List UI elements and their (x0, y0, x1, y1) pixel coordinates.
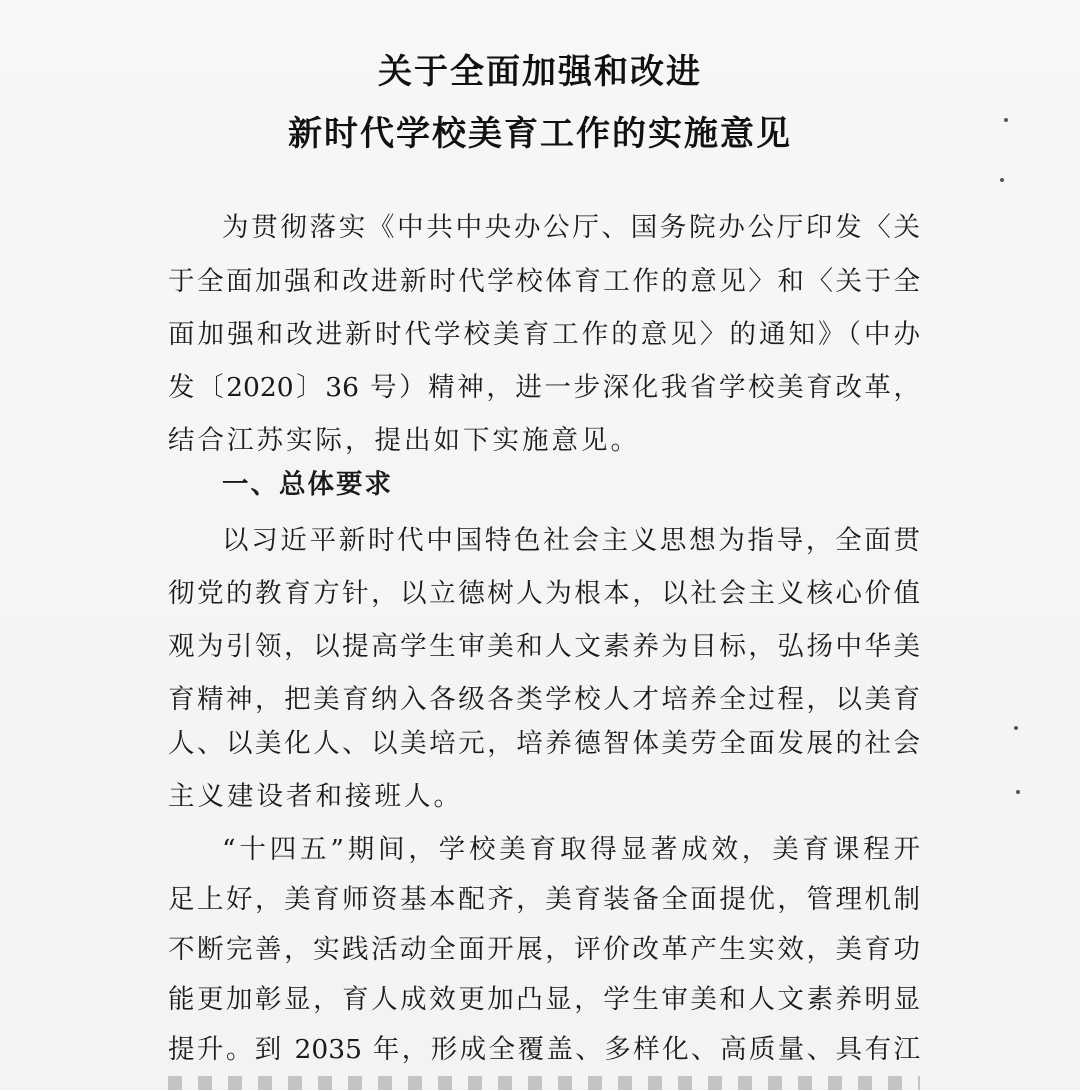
scan-speck (1000, 178, 1004, 182)
goals-paragraph-line: 不断完善，实践活动全面开展，评价改革产生实效，美育功 (168, 934, 920, 965)
overall-paragraph-line: 以习近平新时代中国特色社会主义思想为指导，全面贯 (222, 525, 920, 556)
goals-paragraph-line: 能更加彰显，育人成效更加凸显，学生审美和人文素养明显 (168, 984, 920, 1015)
goals-paragraph-line: 提升。到 2035 年，形成全覆盖、多样化、高质量、具有江 (168, 1034, 920, 1065)
intro-paragraph-line: 于全面加强和改进新时代学校体育工作的意见〉和〈关于全 (168, 266, 920, 297)
cut-off-text-line (168, 1076, 920, 1090)
overall-paragraph-line: 人、以美化人、以美培元，培养德智体美劳全面发展的社会 (168, 728, 920, 759)
scan-speck (1016, 790, 1020, 794)
document-title-line-2: 新时代学校美育工作的实施意见 (288, 114, 792, 154)
overall-paragraph-line: 主义建设者和接班人。 (168, 781, 463, 812)
goals-paragraph-line: “十四五”期间，学校美育取得显著成效，美育课程开 (222, 834, 920, 865)
intro-paragraph-line: 发〔2020〕36 号）精神，进一步深化我省学校美育改革， (168, 372, 920, 403)
overall-paragraph-line: 观为引领，以提高学生审美和人文素养为目标，弘扬中华美 (168, 631, 920, 662)
overall-paragraph-line: 育精神，把美育纳入各级各类学校人才培养全过程，以美育 (168, 684, 920, 715)
scan-speck (1014, 726, 1018, 730)
intro-paragraph-line: 结合江苏实际，提出如下实施意见。 (168, 425, 640, 456)
intro-paragraph-line: 为贯彻落实《中共中央办公厅、国务院办公厅印发〈关 (222, 212, 920, 243)
intro-paragraph-line: 面加强和改进新时代学校美育工作的意见〉的通知》（中办 (168, 319, 920, 350)
document-title-line-1: 关于全面加强和改进 (378, 52, 702, 92)
overall-paragraph-line: 彻党的教育方针，以立德树人为根本，以社会主义核心价值 (168, 578, 920, 609)
section-heading: 一、总体要求 (222, 469, 393, 500)
goals-paragraph-line: 足上好，美育师资基本配齐，美育装备全面提优，管理机制 (168, 884, 920, 915)
scan-speck (1004, 118, 1008, 122)
